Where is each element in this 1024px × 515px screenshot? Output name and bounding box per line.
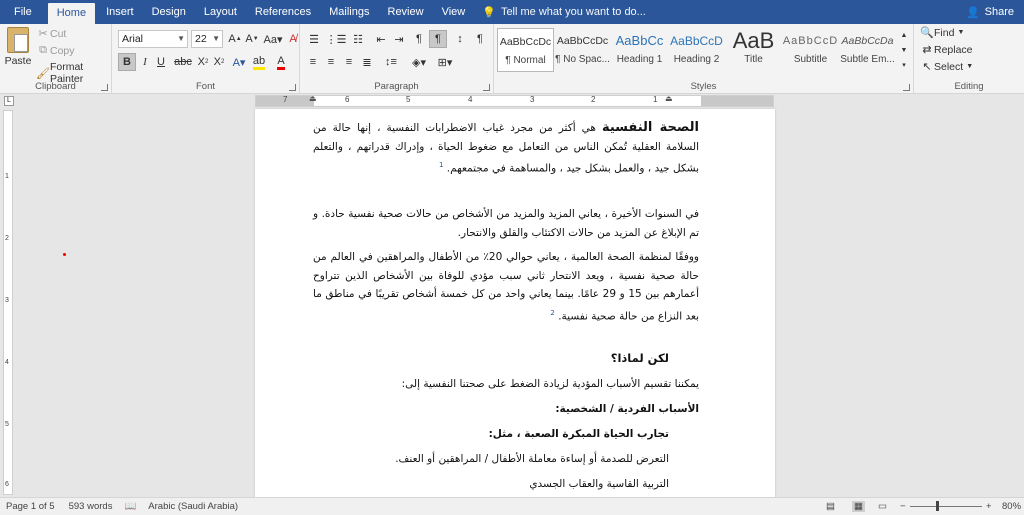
tab-layout[interactable]: Layout <box>203 6 237 18</box>
page-count[interactable]: Page 1 of 5 <box>6 501 55 512</box>
chevron-down-icon: ▼ <box>212 34 220 43</box>
increase-indent-icon[interactable]: ⇥ <box>394 33 404 46</box>
ruler-number: 5 <box>406 95 411 104</box>
font-color-button[interactable] <box>272 53 290 71</box>
find-label: Find <box>934 26 955 39</box>
heading-why[interactable]: لكن لماذا؟ <box>610 351 669 365</box>
ribbon-tab-bar <box>0 0 1024 24</box>
bold-term: الصحة النفسية <box>601 120 699 135</box>
paintbrush-icon: 🖌 <box>36 67 50 80</box>
zoom-out-icon[interactable]: − <box>900 501 906 512</box>
format-painter-label: Format Painter <box>49 61 84 85</box>
vertical-ruler[interactable] <box>3 110 13 495</box>
copy-icon: ⧉ <box>39 44 47 56</box>
zoom-thumb[interactable] <box>936 501 939 511</box>
strikethrough-button[interactable]: abc <box>174 56 192 68</box>
styles-launcher[interactable] <box>903 84 910 91</box>
footnote-ref[interactable]: 1 <box>438 161 444 169</box>
vruler-number: 5 <box>5 421 9 428</box>
shrink-font-button[interactable]: A ▼ <box>245 33 259 45</box>
status-bar <box>0 497 1024 515</box>
multilevel-list-icon[interactable]: ☷ <box>353 33 363 46</box>
replace-label: Replace <box>934 43 973 56</box>
ruler-number: 6 <box>345 95 350 104</box>
replace-button[interactable] <box>920 43 973 56</box>
superscript-button[interactable]: X 2 <box>213 56 225 68</box>
font-size-box[interactable] <box>191 30 223 48</box>
font-color-icon: A <box>277 55 284 70</box>
style-preview: AaBbCcDc <box>499 36 552 48</box>
word-count[interactable]: 593 words <box>68 501 113 512</box>
font-size-value: 22 <box>195 33 207 45</box>
font-group-label: Font <box>195 81 215 92</box>
change-case-button[interactable]: Aa▾ <box>263 33 283 46</box>
styles-more-icon[interactable]: ▾ <box>902 62 906 69</box>
vruler-number: 2 <box>5 235 9 242</box>
text-effects-button[interactable]: A▾ <box>232 56 246 69</box>
indent-marker-icon[interactable]: ⏏ <box>665 94 673 103</box>
bold-button[interactable]: B <box>118 53 136 71</box>
style-normal[interactable] <box>497 28 554 72</box>
editing-group <box>914 24 1024 94</box>
style-name: ¶ No Spac... <box>555 54 610 65</box>
tab-mailings[interactable]: Mailings <box>329 6 370 18</box>
tab-home[interactable]: Home <box>48 3 95 24</box>
share-label: Share <box>984 6 1014 18</box>
decrease-indent-icon[interactable]: ⇤ <box>376 33 386 46</box>
style-preview: AaBbCcD <box>782 35 839 47</box>
style-heading-2[interactable] <box>668 28 725 72</box>
ruler-number: 1 <box>653 95 658 104</box>
clear-formatting-icon[interactable]: A̸ <box>289 33 297 45</box>
underline-button[interactable]: U <box>157 56 165 68</box>
language-indicator[interactable]: Arabic (Saudi Arabia) <box>148 501 239 512</box>
print-layout-icon[interactable]: ▦ <box>854 501 863 512</box>
font-launcher[interactable] <box>289 84 296 91</box>
style-name: Heading 1 <box>616 54 663 65</box>
styles-scroll-down-icon[interactable]: ▼ <box>900 46 908 54</box>
clipboard-group-label: Clipboard <box>35 81 76 92</box>
style-name: Subtle Em... <box>840 54 895 65</box>
search-icon: 🔍 <box>920 27 934 39</box>
list-item-harsh-upbringing[interactable]: التربية القاسية والعقاب الجسدي <box>529 478 669 490</box>
style-no-spacing[interactable] <box>554 28 611 72</box>
line-spacing-icon[interactable]: ↕≡ <box>385 56 397 68</box>
align-right-icon[interactable]: ≡ <box>345 56 353 68</box>
paragraph-launcher[interactable] <box>483 84 490 91</box>
highlight-button[interactable] <box>250 53 268 71</box>
replace-icon: ⇄ <box>922 44 932 56</box>
grow-font-button[interactable]: A ▲ <box>228 33 242 45</box>
ruler-right-margin <box>701 96 773 106</box>
align-center-icon[interactable]: ≡ <box>327 56 335 68</box>
find-button[interactable] <box>920 26 964 39</box>
ruler-number: 3 <box>530 95 535 104</box>
paragraph-group-label: Paragraph <box>374 81 419 92</box>
ltr-direction-icon[interactable]: ¶ <box>416 33 422 45</box>
style-name: Heading 2 <box>673 54 720 65</box>
horizontal-ruler-bar <box>0 94 1024 108</box>
style-name: Subtitle <box>793 54 828 65</box>
select-label: Select <box>934 60 964 73</box>
numbering-icon[interactable]: ⋮☰ <box>325 33 347 46</box>
styles-group-label: Styles <box>690 81 717 92</box>
clipboard-group <box>0 24 112 94</box>
rtl-direction-icon[interactable]: ¶ <box>429 30 447 48</box>
share-button[interactable] <box>966 0 1014 24</box>
font-name-box[interactable] <box>118 30 188 48</box>
style-title[interactable] <box>725 28 782 72</box>
indent-marker-icon[interactable]: ⏏ <box>309 94 317 103</box>
highlighter-icon: ab <box>253 55 265 70</box>
editing-group-label: Editing <box>954 81 984 92</box>
person-icon: 👤 <box>965 6 980 19</box>
tab-references[interactable]: References <box>254 6 312 18</box>
select-button[interactable] <box>920 60 973 73</box>
ruler-number: 2 <box>591 95 596 104</box>
footnote-ref[interactable]: 2 <box>550 308 555 317</box>
style-preview: AaBbCcD <box>670 34 723 48</box>
copy-label: Copy <box>50 44 75 57</box>
tab-file[interactable]: File <box>14 6 32 18</box>
paragraph-causes-intro[interactable]: يمكننا تقسيم الأسباب المؤدية لزيادة الضغط على صحتنا النفسية إلى: <box>401 378 699 390</box>
style-preview: AaBbCc <box>615 33 664 48</box>
zoom-in-icon[interactable]: + <box>986 501 992 512</box>
paragraph-intro[interactable] <box>313 119 699 178</box>
bullets-icon[interactable]: ☰ <box>309 33 319 46</box>
document-page[interactable] <box>255 109 775 499</box>
cut-label: Cut <box>50 27 67 40</box>
clipboard-icon <box>7 27 29 53</box>
paragraph-text: ووفقًا لمنظمة الصحة العالمية ، يعاني حوالي 20٪ من الأطفال والمراهقين في العالم من حالة صحية نفسية ، ويعد الانتحار ثاني سبب مؤدي للوفاة بين الأشخاص الذين تتراوح أعمارهم بين 15 و 29 عامًا. بينما يعاني واحد من كل خمسة أشخاص تقريبًا في مناطق ما بعد النزاع من حالة صحية نفسية. <box>313 251 700 322</box>
tell-me-text: Tell me what you want to do... <box>500 6 646 18</box>
read-mode-icon[interactable]: ▤ <box>826 501 835 512</box>
style-name: ¶ Normal <box>505 55 546 66</box>
cut-button[interactable] <box>36 27 66 40</box>
horizontal-ruler[interactable] <box>255 95 774 107</box>
style-heading-1[interactable] <box>611 28 668 72</box>
tab-view[interactable]: View <box>441 6 466 18</box>
styles-scroll-up-icon[interactable]: ▲ <box>900 31 908 39</box>
tell-me-box[interactable] <box>482 6 646 19</box>
chevron-down-icon: ▼ <box>177 34 185 43</box>
align-left-icon[interactable]: ≡ <box>309 56 317 68</box>
style-subtitle[interactable] <box>782 28 839 72</box>
tab-insert[interactable]: Insert <box>106 6 134 18</box>
zoom-level[interactable]: 80% <box>1002 501 1022 512</box>
shading-icon[interactable]: ◈▾ <box>412 56 426 69</box>
justify-icon[interactable]: ≣ <box>362 56 372 69</box>
paste-label: Paste <box>4 55 32 67</box>
font-name-value: Arial <box>122 33 144 45</box>
red-marker-dot <box>63 253 66 256</box>
heading-individual-causes[interactable]: الأسباب الفردية / الشخصية: <box>555 403 699 415</box>
chevron-down-icon: ▼ <box>957 29 965 36</box>
web-layout-icon[interactable]: ▭ <box>878 501 887 512</box>
sort-icon[interactable]: ↕ <box>457 33 463 45</box>
tab-design[interactable]: Design <box>151 6 186 18</box>
zoom-slider[interactable] <box>910 506 982 507</box>
paragraph-text: هي أكثر من مجرد غياب الاضطرابات النفسية ، إنها حالة من السلامة العقلية تُمكن الناس من التعامل مع ضغوط الحياة ، وإدراك قدراتهم ، والتعلم بشكل جيد ، والعمل بشكل جيد ، والمساهمة في مجتمعهم. <box>313 122 699 175</box>
select-cursor-icon: ↖ <box>922 61 932 73</box>
borders-icon[interactable]: ⊞▾ <box>437 56 453 69</box>
tab-review[interactable]: Review <box>387 6 424 18</box>
font-group <box>112 24 300 94</box>
vruler-number: 1 <box>5 173 9 180</box>
ruler-number: 7 <box>283 95 288 104</box>
proofing-icon[interactable]: 📖 <box>124 501 137 512</box>
style-preview: AaBbCcDa <box>841 35 894 47</box>
style-preview: AaB <box>732 28 775 53</box>
tab-selector[interactable]: L <box>4 96 14 106</box>
ruler-number: 4 <box>468 95 473 104</box>
paragraph-recent-years[interactable]: في السنوات الأخيرة ، يعاني المزيد والمزيد من الأشخاص من حالات صحية نفسية حادة. و تم الإبلاغ عن المزيد من حالات الاكتئاب والقلق والانتحار. <box>313 208 699 239</box>
italic-button[interactable]: I <box>143 56 147 68</box>
ribbon <box>0 24 1024 94</box>
chevron-down-icon: ▼ <box>966 63 974 70</box>
scissors-icon: ✂ <box>38 28 48 40</box>
paragraph-group <box>300 24 494 94</box>
clipboard-launcher[interactable] <box>101 84 108 91</box>
list-item-trauma[interactable]: التعرض للصدمة أو إساءة معاملة الأطفال / المراهقين أو العنف. <box>395 453 669 465</box>
styles-group <box>494 24 914 94</box>
style-name: Title <box>744 54 763 65</box>
style-subtle-emphasis[interactable] <box>839 28 896 72</box>
vruler-number: 3 <box>5 297 9 304</box>
style-preview: AaBbCcDc <box>556 35 609 47</box>
paste-button[interactable] <box>5 27 31 67</box>
vruler-number: 4 <box>5 359 9 366</box>
subscript-button[interactable]: X 2 <box>197 56 209 68</box>
copy-button[interactable] <box>36 44 75 57</box>
lightbulb-icon: 💡 <box>482 6 496 19</box>
vruler-number: 6 <box>5 481 9 488</box>
show-marks-icon[interactable]: ¶ <box>477 33 483 45</box>
heading-early-life[interactable]: تجارب الحياة المبكرة الصعبة ، مثل: <box>488 428 669 440</box>
paragraph-who-stats[interactable] <box>313 248 699 326</box>
